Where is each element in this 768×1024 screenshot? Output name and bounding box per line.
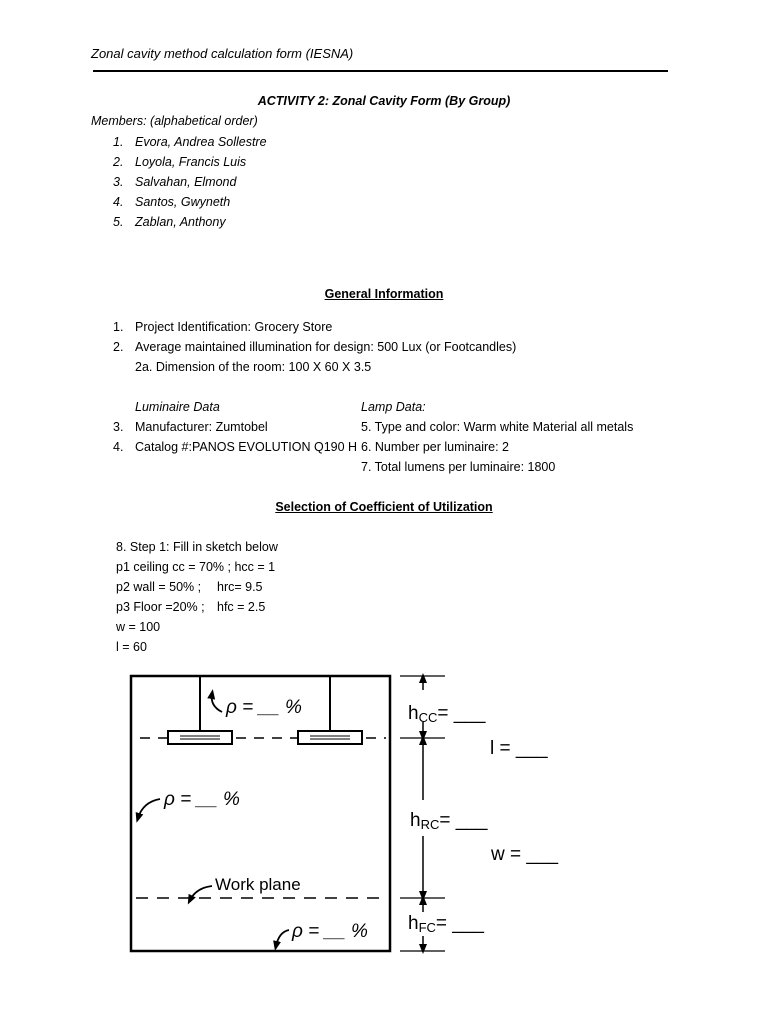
activity-title: ACTIVITY 2: Zonal Cavity Form (By Group) [257, 94, 511, 108]
item-number: 1. [113, 320, 124, 334]
width-value: w = 100 [116, 620, 161, 634]
project-identification: Project Identification: Grocery Store [135, 320, 333, 334]
wall-reflectance: p2 wall = 50% ; [116, 580, 202, 594]
general-heading: General Information [324, 287, 444, 301]
ceiling-reflectance: p1 ceiling cc = 70% ; hcc = 1 [116, 560, 276, 574]
list-item: 4. Santos, Gwyneth [113, 195, 231, 209]
members-label: Members: (alphabetical order) [91, 114, 258, 128]
floor-arrow [276, 930, 289, 946]
header-title: Zonal cavity method calculation form (IESNA) [91, 46, 354, 61]
cu-heading: Selection of Coefficient of Utilization [275, 500, 493, 514]
item-number: 3. [113, 420, 124, 434]
rho-floor: ρ = __ % [292, 921, 368, 942]
luminaire-heading: Luminaire Data [135, 400, 220, 414]
length-value: l = 60 [116, 640, 147, 654]
average-illumination: Average maintained illumination for design: 500 Lux (or Footcandles) [135, 340, 517, 354]
ceiling-arrow [212, 694, 222, 712]
lamp-heading: Lamp Data: [361, 400, 426, 414]
floor-reflectance: p3 Floor =20% ; [116, 600, 205, 614]
rho-ceiling: ρ = __ % [226, 697, 302, 718]
luminaire-left [168, 731, 232, 744]
length-blank: l = ___ [490, 738, 548, 759]
manufacturer: Manufacturer: Zumtobel [135, 420, 268, 434]
work-plane-label: Work plane [215, 875, 301, 894]
item-number: 4. [113, 440, 124, 454]
list-item: 3. Salvahan, Elmond [113, 175, 237, 189]
room-dimension: 2a. Dimension of the room: 100 X 60 X 3.5 [135, 360, 372, 374]
hfc-label: hFC= ___ [408, 913, 484, 935]
width-blank: w = ___ [491, 844, 559, 865]
item-number: 2. [113, 340, 124, 354]
lamp-type-color: 5. Type and color: Warm white Material all metals [361, 420, 634, 434]
catalog-number: Catalog #:PANOS EVOLUTION Q190 H [135, 440, 358, 454]
hfc-value: hfc = 2.5 [217, 600, 266, 614]
list-item: 1. Evora, Andrea Sollestre [113, 135, 267, 149]
hrc-value: hrc= 9.5 [217, 580, 263, 594]
hcc-label: hCC= ___ [408, 703, 486, 725]
luminaire-right [298, 731, 362, 744]
wall-arrow [138, 799, 160, 818]
step-one: 8. Step 1: Fill in sketch below [116, 540, 278, 554]
list-item: 5. Zablan, Anthony [113, 215, 226, 229]
number-per-luminaire: 6. Number per luminaire: 2 [361, 440, 509, 454]
rho-wall: ρ = __ % [164, 789, 240, 810]
list-item: 2. Loyola, Francis Luis [113, 155, 247, 169]
total-lumens: 7. Total lumens per luminaire: 1800 [361, 460, 556, 474]
hrc-label: hRC= ___ [410, 810, 488, 832]
